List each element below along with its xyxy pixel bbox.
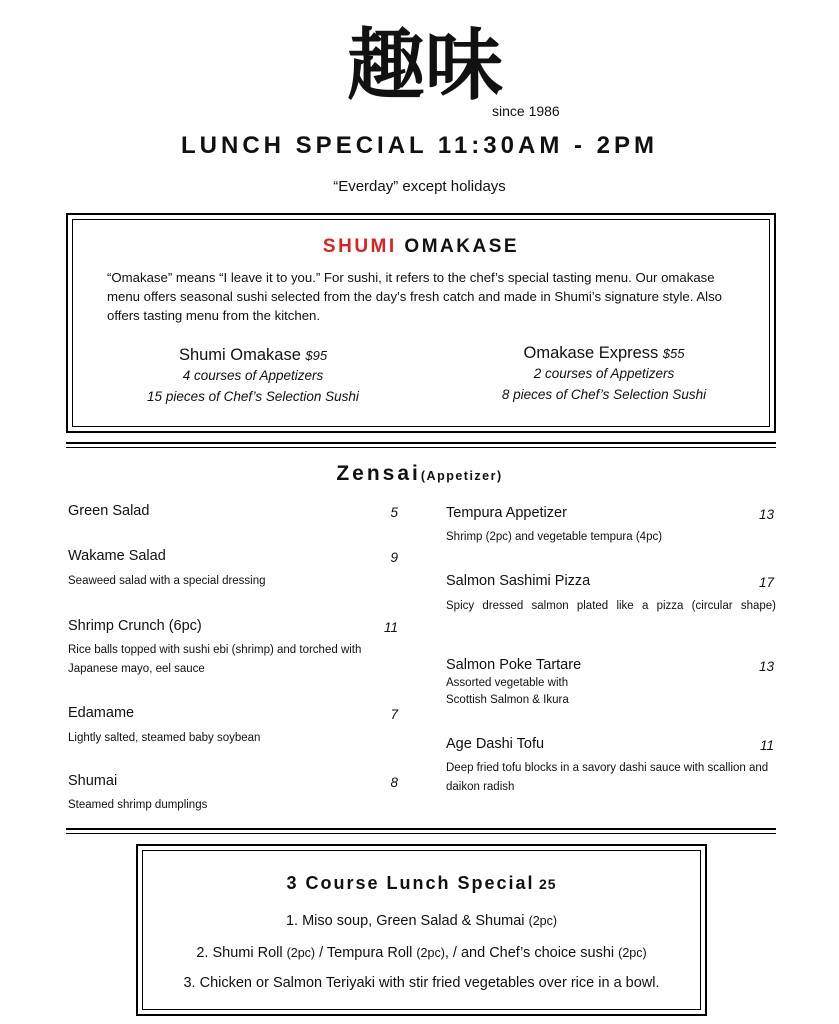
zensai-title: Zensai — [336, 462, 421, 485]
menu-item-name: Shrimp Crunch (6pc) — [68, 618, 202, 634]
option-price: $55 — [662, 346, 685, 361]
lunch-special-title: LUNCH SPECIAL 11:30AM - 2PM — [181, 132, 658, 159]
menu-item-desc-text: Spicy dressed salmon plated like a pizza (circular shape) — [446, 600, 776, 612]
menu-item-price: 5 — [390, 505, 398, 520]
menu-item-price: 7 — [390, 707, 398, 722]
menu-item-price: 13 — [758, 659, 774, 674]
omakase-title-brand: SHUMI — [322, 236, 397, 257]
menu-item-desc: Shrimp (2pc) and vegetable tempura (4pc) — [446, 531, 663, 543]
omakase-box — [66, 213, 776, 433]
restaurant-logo — [305, 20, 545, 110]
omakase-box-inner — [72, 219, 770, 427]
menu-item-price: 9 — [390, 550, 398, 565]
menu-item-name: Salmon Sashimi Pizza — [446, 573, 591, 589]
menu-item-price: 8 — [390, 775, 398, 790]
course-line-qty: (2pc) — [286, 946, 316, 960]
menu-item-name: Salmon Poke Tartare — [446, 657, 582, 673]
option-line: 4 courses of Appetizers — [182, 368, 324, 383]
course-line-qty: (2pc) — [416, 946, 445, 960]
menu-item-price: 17 — [758, 575, 774, 590]
course-line-text: / Tempura Roll — [315, 945, 417, 961]
zensai-subtitle: (Appetizer) — [420, 469, 503, 483]
three-course-box-inner — [142, 850, 701, 1010]
course-line-3: 3. Chicken or Salmon Teriyaki with stir fried vegetables over rice in a bowl. — [183, 975, 660, 991]
menu-item-desc: Steamed shrimp dumplings — [68, 799, 208, 811]
three-course-heading — [143, 873, 700, 894]
course-line-qty: (2pc) — [528, 914, 558, 928]
menu-item-name: Shumai — [68, 773, 118, 789]
course-line-2 — [143, 945, 700, 961]
menu-item-name: Age Dashi Tofu — [446, 736, 545, 752]
menu-item-desc: Deep fried tofu blocks in a savory dashi sauce with scallion and daikon radish — [446, 762, 769, 793]
three-course-box — [136, 844, 707, 1016]
omakase-option-express — [445, 344, 763, 405]
course-line-text: , / and Chef’s choice sushi — [444, 945, 619, 961]
course-line-text: 1. Miso soup, Green Salad & Shumai — [285, 913, 529, 929]
menu-item-desc — [446, 675, 776, 709]
divider — [66, 828, 776, 834]
logo-calligraphy: 趣味 — [346, 20, 504, 110]
omakase-title — [73, 236, 769, 258]
calligraphy-logo-icon — [305, 20, 545, 110]
option-name: Shumi Omakase — [178, 346, 301, 364]
menu-item-desc: Seaweed salad with a special dressing — [68, 575, 266, 587]
menu-item-desc: Lightly salted, steamed baby soybean — [68, 732, 261, 744]
zensai-heading — [0, 462, 839, 486]
option-line: 8 pieces of Chef’s Selection Sushi — [501, 387, 707, 402]
menu-item-desc — [446, 597, 776, 616]
course-line-text: 2. Shumi Roll — [196, 945, 287, 961]
menu-item-price: 11 — [759, 738, 774, 753]
course-line-1 — [143, 913, 700, 929]
menu-item-name: Wakame Salad — [68, 548, 166, 564]
menu-item-desc-line: Scottish Salmon & Ikura — [446, 694, 569, 706]
divider — [66, 442, 776, 448]
omakase-option-shumi — [103, 346, 403, 407]
menu-item-name: Tempura Appetizer — [446, 505, 567, 521]
menu-item-price: 11 — [383, 620, 398, 635]
three-course-price: 25 — [538, 876, 557, 892]
omakase-description: “Omakase” means “I leave it to you.” For sushi, it refers to the chef’s special tasting menu. Our omakase menu offers seasonal sushi selected from the day’s fresh catch and made in Shumi’s signature style. Also offers tasting menu from the kitchen. — [107, 270, 723, 323]
option-line: 2 courses of Appetizers — [533, 366, 675, 381]
menu-item-desc: Rice balls topped with sushi ebi (shrimp) and torched with Japanese mayo, eel sauce — [68, 644, 362, 675]
since-year: since 1986 — [492, 103, 560, 119]
menu-item-price: 13 — [758, 507, 774, 522]
option-name: Omakase Express — [523, 344, 659, 362]
availability-note: “Everday” except holidays — [333, 178, 506, 195]
menu-item-desc-line: Assorted vegetable with — [446, 677, 569, 689]
option-price: $95 — [305, 348, 328, 363]
menu-item-name: Green Salad — [68, 503, 150, 519]
menu-item-name: Edamame — [68, 705, 135, 721]
course-line-qty: (2pc) — [618, 946, 647, 960]
option-line: 15 pieces of Chef’s Selection Sushi — [147, 389, 359, 404]
omakase-title-rest: OMAKASE — [396, 236, 520, 257]
three-course-title: 3 Course Lunch Special — [286, 873, 535, 893]
